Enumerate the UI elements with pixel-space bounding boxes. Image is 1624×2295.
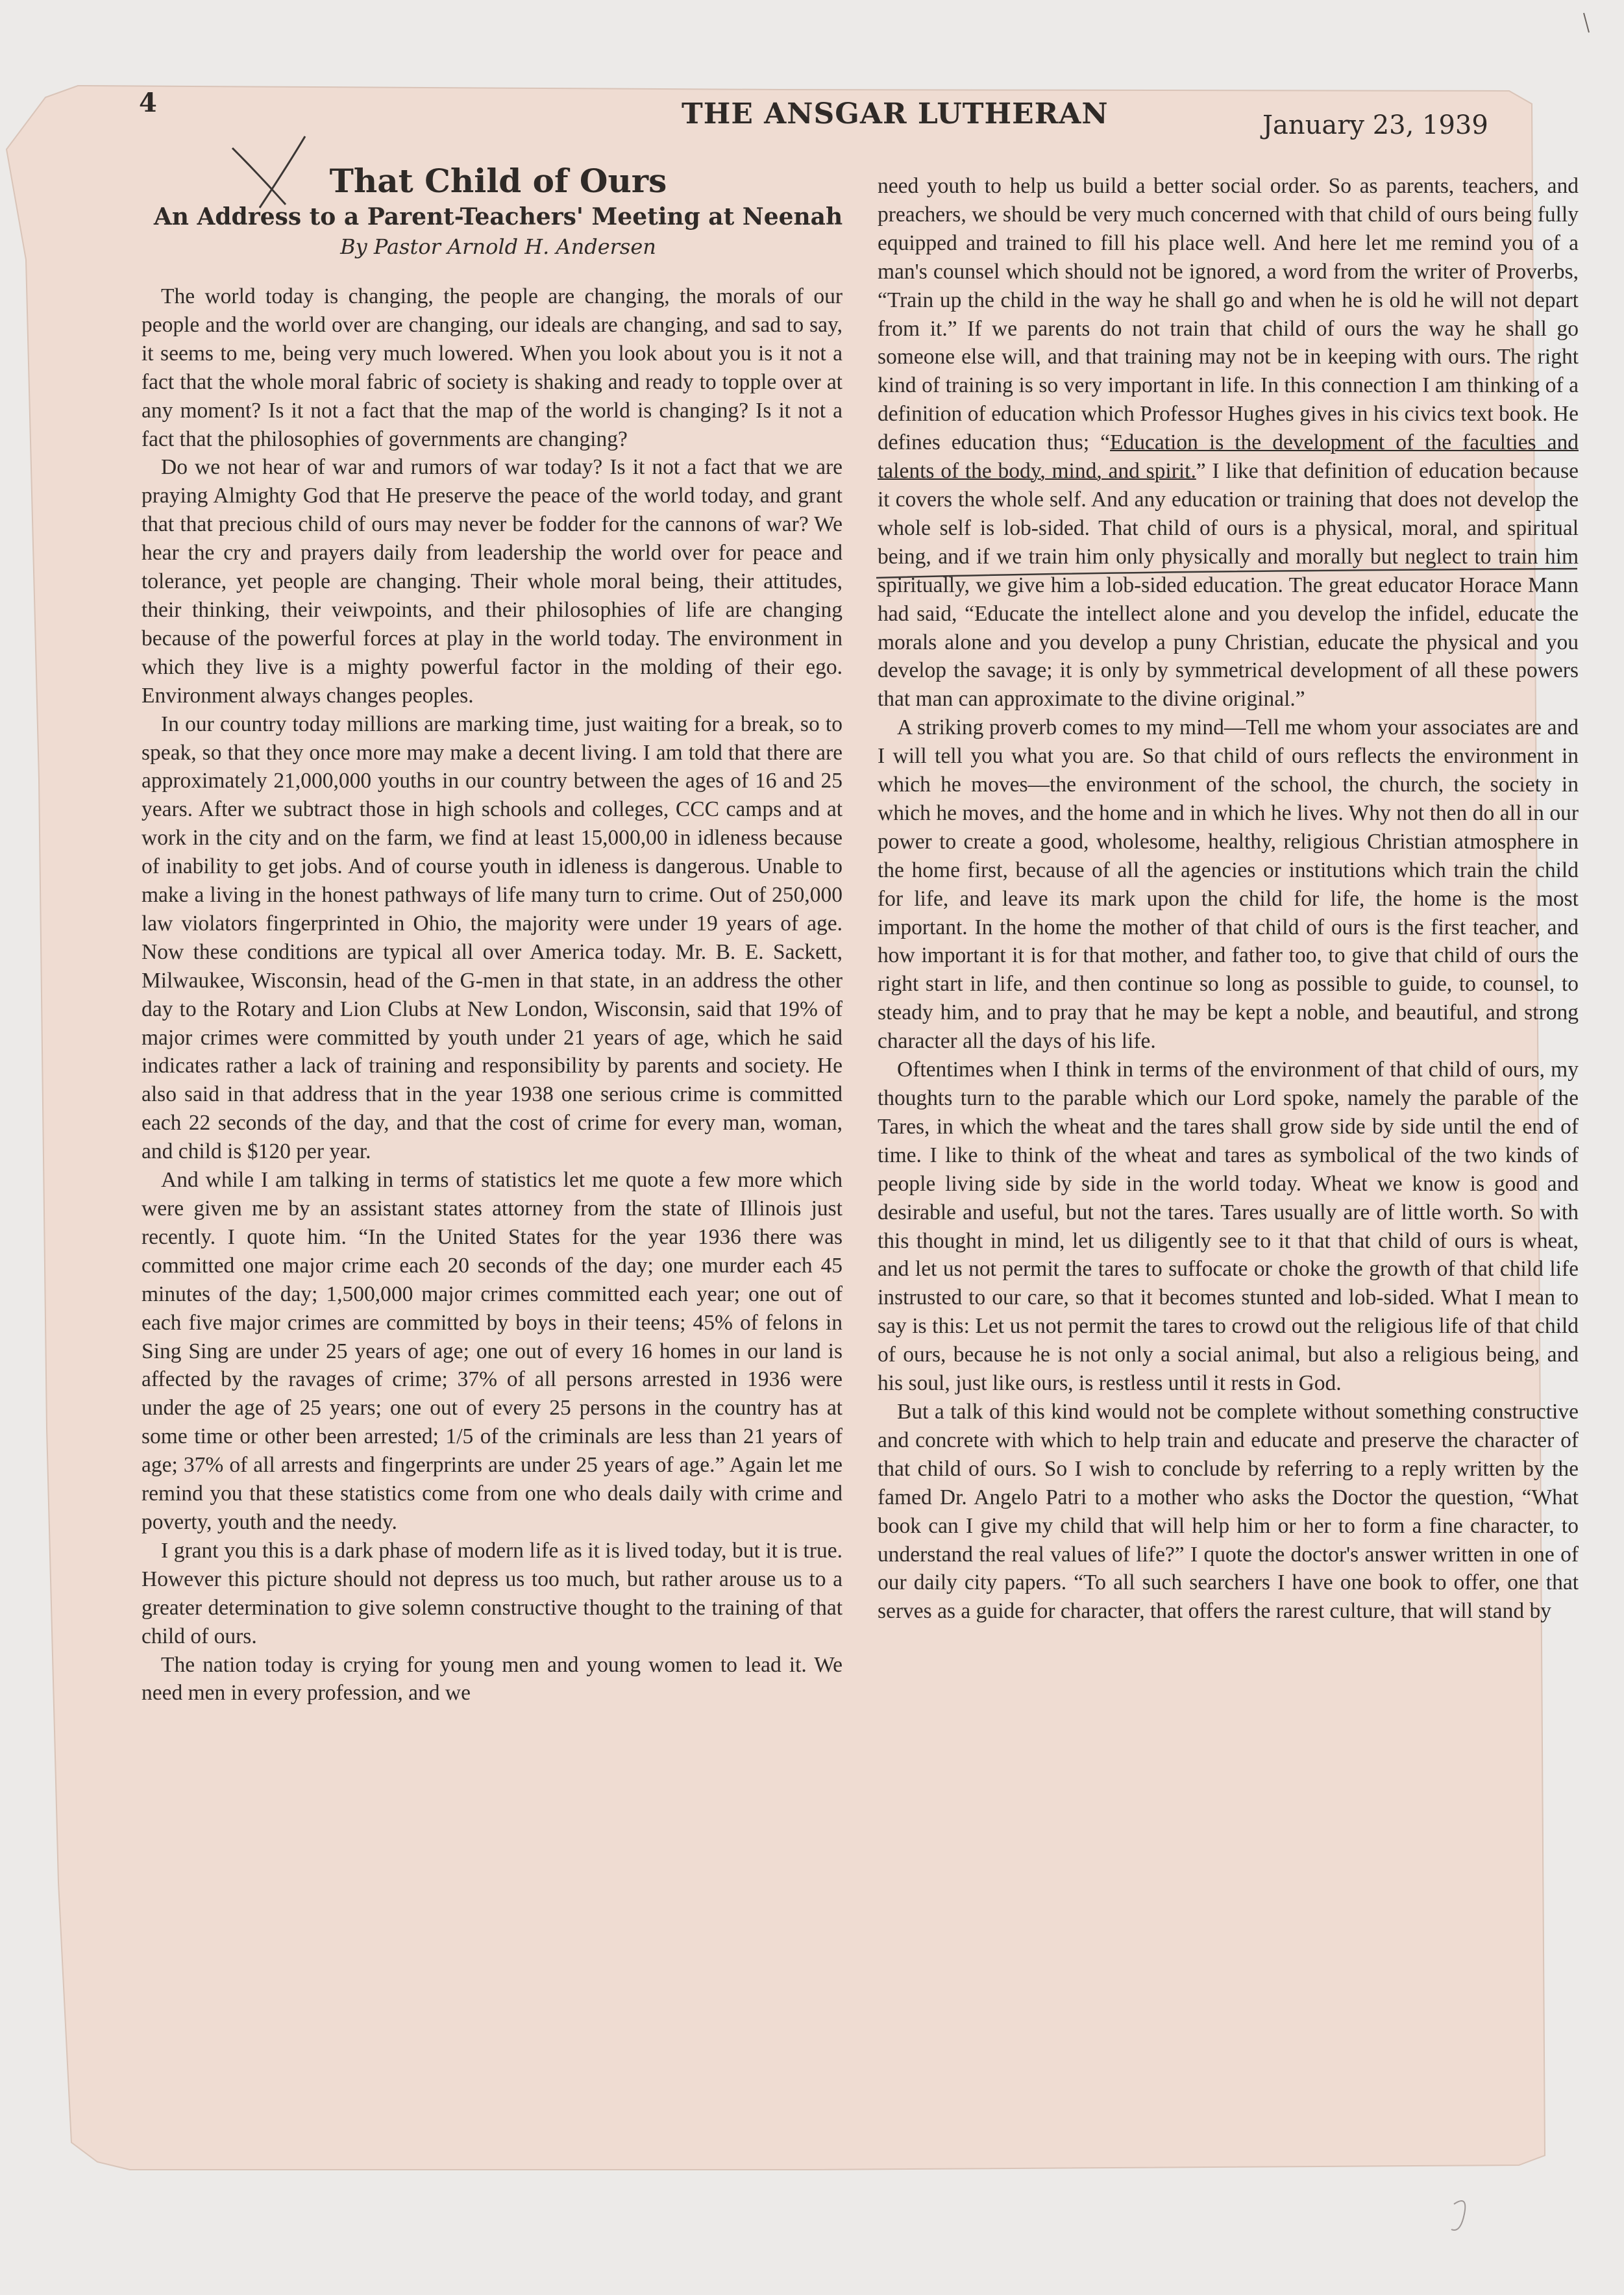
paragraph: The world today is changing, the people are changing, the morals of our people and the world over are changing, our ideals are changing, and sad to say, it seems to me, being very much lowered. When you look about you is it not a fact that the whole moral fabric of society is shaking and ready to topple over at any moment? Is it not a fact that the map of the world is changing? Is it not a fact that the philosophies of governments are changing?	[141, 284, 843, 451]
article-subtitle: An Address to a Parent-Teachers' Meeting at Neenah	[153, 203, 843, 230]
page-number: 4	[139, 88, 157, 118]
paragraph: Oftentimes when I think in terms of the environment of that child of ours, my thoughts turn to the parable which our Lord spoke, namely the parable of the Tares, in which the wheat and the tares shall grow side by side until the end of time. I like to think of the wheat and tares as symbolical of the two kinds of people living side by side in the world today. Wheat we know is good and desirable and useful, but not the tares. Tares usually are of little worth. So with this thought in mind, let us diligently see to it that that child of ours is wheat, and let us not permit the tares to suffocate or choke the growth of that child life instrusted to our care, so that it becomes stunted and lob-sided. What I mean to say is this: Let us not permit the tares to crowd out the religious life of that child of ours, because he is not only a social animal, but also a religious being, and his soul, just like ours, is restless until it rests in God.	[878, 1058, 1579, 1396]
pencil-tick-mark	[1584, 13, 1589, 32]
issue-date: January 23, 1939	[1262, 110, 1488, 140]
right-column	[878, 172, 1579, 1626]
article-byline: By Pastor Arnold H. Andersen	[340, 234, 656, 259]
paragraph: But a talk of this kind would not be complete without something constructive and concrete with which to help train and educate and preserve the character of that child of ours. So I wish to conclude by referring to a reply written by the famed Dr. Angelo Patri to a mother who asks the Doctor the question, “What book can I give my child that will help him or her to form a fine character, to understand the real values of life?” I quote the doctor's answer written in one of our daily city papers. “To all such searchers I have one book to offer, one that serves as a guide for character, that offers the rarest culture, that will stand by	[878, 1399, 1579, 1624]
article-title: That Child of Ours	[329, 162, 667, 200]
paragraph-text: need youth to help us build a better social order. So as parents, teachers, and preachers, we should be very much concerned with that child of ours being fully equipped and trained to fill his place well. And here let me remind you of a man's counsel which should not be ignored, a word from the writer of Proverbs, “Train up the child in the way he shall go and when he is old he will not depart from it.” If we parents do not train that child of ours the way he shall go someone else will, and that training may not be in keeping with ours. The right kind of training is so very important in life. In this connection I am thinking of a definition of education which Professor Hughes gives in his civics text book. He defines education thus; “	[878, 174, 1579, 455]
underlined-definition: Education is the development of the faculties and talents of the body, mind, and spirit.	[878, 430, 1579, 484]
left-column	[141, 282, 843, 1707]
article-heading	[136, 161, 860, 261]
paragraph: In our country today millions are marking time, just waiting for a break, so to speak, so that they once more may make a decent living. I am told that there are approximately 21,000,000 youths in our country between the ages of 16 and 25 years. After we subtract those in high schools and colleges, CCC camps and at work in the city and on the farm, we find at least 15,000,00 in idleness because of inability to get jobs. And of course youth in idleness is dangerous. Unable to make a living in the honest pathways of life many turn to crime. Out of 250,000 law violators fingerprinted in Ohio, the majority were under 19 years of age. Now these conditions are typical all over America today. Mr. B. E. Sackett, Milwaukee, Wisconsin, head of the G-men in that state, in an address the other day to the Rotary and Lion Clubs at New London, Wisconsin, said that 19% of major crimes were committed by youth under 21 years of age, which he said indicates rather a lack of training and responsibility by parents and society. He also said in that address that in the year 1938 one serious crime is committed each 22 seconds of the day, and that the cost of crime for every man, woman, and child is $120 per year.	[141, 712, 843, 1164]
paragraph: And while I am talking in terms of statistics let me quote a few more which were given me by an assistant states attorney from the state of Illinois just recently. I quote him. “In the United States for the year 1936 there was committed one major crime each 20 seconds of the day; one murder each 45 minutes of the day; 1,500,000 major crimes committed each year; one out of each five major crimes are committed by boys in their teens; 45% of felons in Sing Sing are under 25 years of age; one out of every 16 homes in our land is affected by the ravages of crime; 37% of all persons arrested in 1936 were under the age of 25 years; one out of every 25 persons in the country has at some time or other been arrested; 1/5 of the criminals are less than 21 years of age; 37% of all arrests and fingerprints are under 25 years of age.” Again let me remind you that these statistics come from one who deals daily with crime and poverty, youth and the needy.	[141, 1168, 843, 1534]
paragraph: Do we not hear of war and rumors of war today? Is it not a fact that we are praying Almighty God that He preserve the peace of the world today, and grant that that precious child of ours may never be fodder for the cannons of war? We hear the cry and prayers daily from leadership the world over for peace and tolerance, yet people are changing. Their whole moral being, their attitudes, their thinking, their veiwpoints, and their philosophies of life are changing because of the powerful forces at play in the world today. The environment in which they live is a mighty powerful factor in the molding of their ego. Environment always changes peoples.	[141, 455, 843, 708]
paragraph: A striking proverb comes to my mind—Tell me whom your associates are and I will tell you what you are. So that child of ours reflects the environment in which he moves—the environment of the school, the church, the society in which he moves, and the home and in which he lives. Why not then do all in our power to create a good, wholesome, healthy, religious Christian atmosphere in the home first, because of all the agencies or institutions which train the child for life, and leave its mark upon the child for life, the home is the most important. In the home the mother of that child of ours is the first teacher, and how important it is for that mother, and father too, to give that child of ours the right start in life, and then continue so long as possible to guide, to counsel, to steady him, and to pray that he may be kept a noble, and beautiful, and strong character all the days of his life.	[878, 715, 1579, 1054]
paragraph: The nation today is crying for young men and young women to lead it. We need men in every profession, and we	[141, 1652, 843, 1706]
paragraph: I grant you this is a dark phase of modern life as it is lived today, but it is true. However this picture should not depress us too much, but rather arouse us to a greater determination to give solemn constructive thought to the training of that child of ours.	[141, 1538, 843, 1648]
pencil-scribble-mark	[1451, 2201, 1465, 2230]
paragraph-education	[878, 172, 1579, 713]
publication-name: THE ANSGAR LUTHERAN	[682, 97, 1109, 130]
paragraph-text: ” I like that definition of education because it covers the whole self. And any education or training that does not develop the whole self is lob-sided. That child of ours is a physical, moral, and spiritual being, and if we train him only physically and morally but neglect to train him spiritually, we give him a lob-sided education. The great educator Horace Mann had said, “Educate the intellect alone and you develop the infidel, educate the morals alone and you develop a puny Christian, educate the physical and you develop the savage; it is only by symmetrical development of all these powers that man can approximate to the divine original.”	[878, 459, 1579, 712]
